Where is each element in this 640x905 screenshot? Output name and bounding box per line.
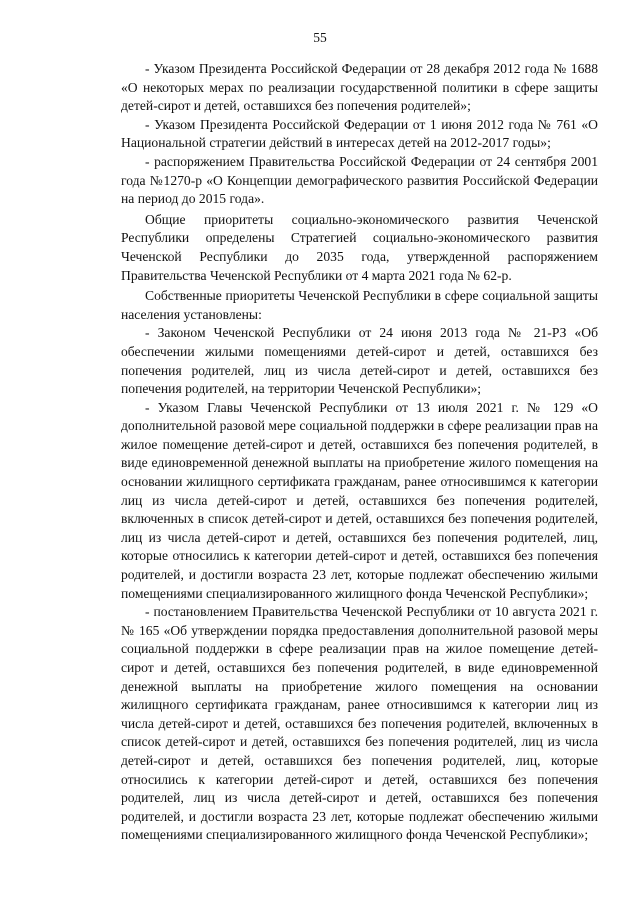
paragraph-law-21-rz: - Законом Чеченской Республики от 24 июня 2013 года № 21-РЗ «Об обеспечении жилыми помещениями детей-сирот и детей, оставшихся без попечения родителей, лиц из числа детей-сирот и детей, оставшихся без попечения родителей, на территории Чеченской Республики»; xyxy=(121,325,598,397)
paragraph-general-priorities: Общие приоритеты социально-экономического развития Чеченской Республики определены Стратегией социально-экономического развития Чеченской Республики до 2035 года, утвержденной распоряжением Правительства Чеченской Республики от 4 марта 2021 года № 62-р. xyxy=(121,211,598,283)
document-body xyxy=(121,60,598,845)
page-number: 55 xyxy=(313,30,327,45)
paragraph-decree-1688: - Указом Президента Российской Федерации от 28 декабря 2012 года № 1688 «О некоторых мерах по реализации государственной политики в сфере защиты детей-сирот и детей, оставшихся без попечения родителей»; xyxy=(121,61,598,114)
paragraph-own-priorities: Собственные приоритеты Чеченской Республики в сфере социальной защиты населения установлены: xyxy=(121,288,598,322)
paragraph-order-1270-r: - распоряжением Правительства Российской Федерации от 24 сентября 2001 года №1270-р «О Концепции демографического развития Российской Федерации на период до 2015 года». xyxy=(121,153,598,207)
paragraph-resolution-165: - постановлением Правительства Чеченской Республики от 10 августа 2021 г. № 165 «Об утверждении порядка предоставления дополнительной разовой меры социальной поддержки в сфере реализации прав на жилое помещение детей-сирот и детей, оставшихся без попечения родителей, в виде единовременной денежной выплаты на приобретение жилого помещения на основании жилищного сертификата гражданам, ранее относившимся к категории лиц из числа детей-сирот и детей, оставшихся без попечения родителей, включенных в список детей-сирот и детей, оставшихся без попечения родителей, лиц из числа детей-сирот и детей, оставшихся без попечения родителей, лиц, которые относились к категории детей-сирот и детей, оставшихся без попечения родителей, лиц из числа детей-сирот и детей, оставшихся без попечения родителей, и достигли возраста 23 лет, которые подлежат обеспечению жилыми помещениями специализированного жилищного фонда Чеченской Республики»; xyxy=(121,604,598,843)
paragraph-decree-129: - Указом Главы Чеченской Республики от 13 июля 2021 г. № 129 «О дополнительной разовой мере социальной поддержки в сфере реализации прав на жилое помещение детей-сирот и детей, оставшихся без попечения родителей, в виде единовременной денежной выплаты на приобретение жилого помещения на основании жилищного сертификата гражданам, ранее относившимся к категории лиц из числа детей-сирот и детей, оставшихся без попечения родителей, включенных в список детей-сирот и детей, оставшихся без попечения родителей, лиц из числа детей-сирот и детей, оставшихся без попечения родителей, лиц, которые относились к категории детей-сирот и детей, оставшихся без попечения родителей, и достигли возраста 23 лет, которые подлежат обеспечению жилыми помещениями специализированного жилищного фонда Чеченской Республики»; xyxy=(121,399,598,601)
paragraph-decree-761: - Указом Президента Российской Федерации от 1 июня 2012 года № 761 «О Национальной стратегии действий в интересах детей на 2012-2017 годы»; xyxy=(121,116,598,151)
